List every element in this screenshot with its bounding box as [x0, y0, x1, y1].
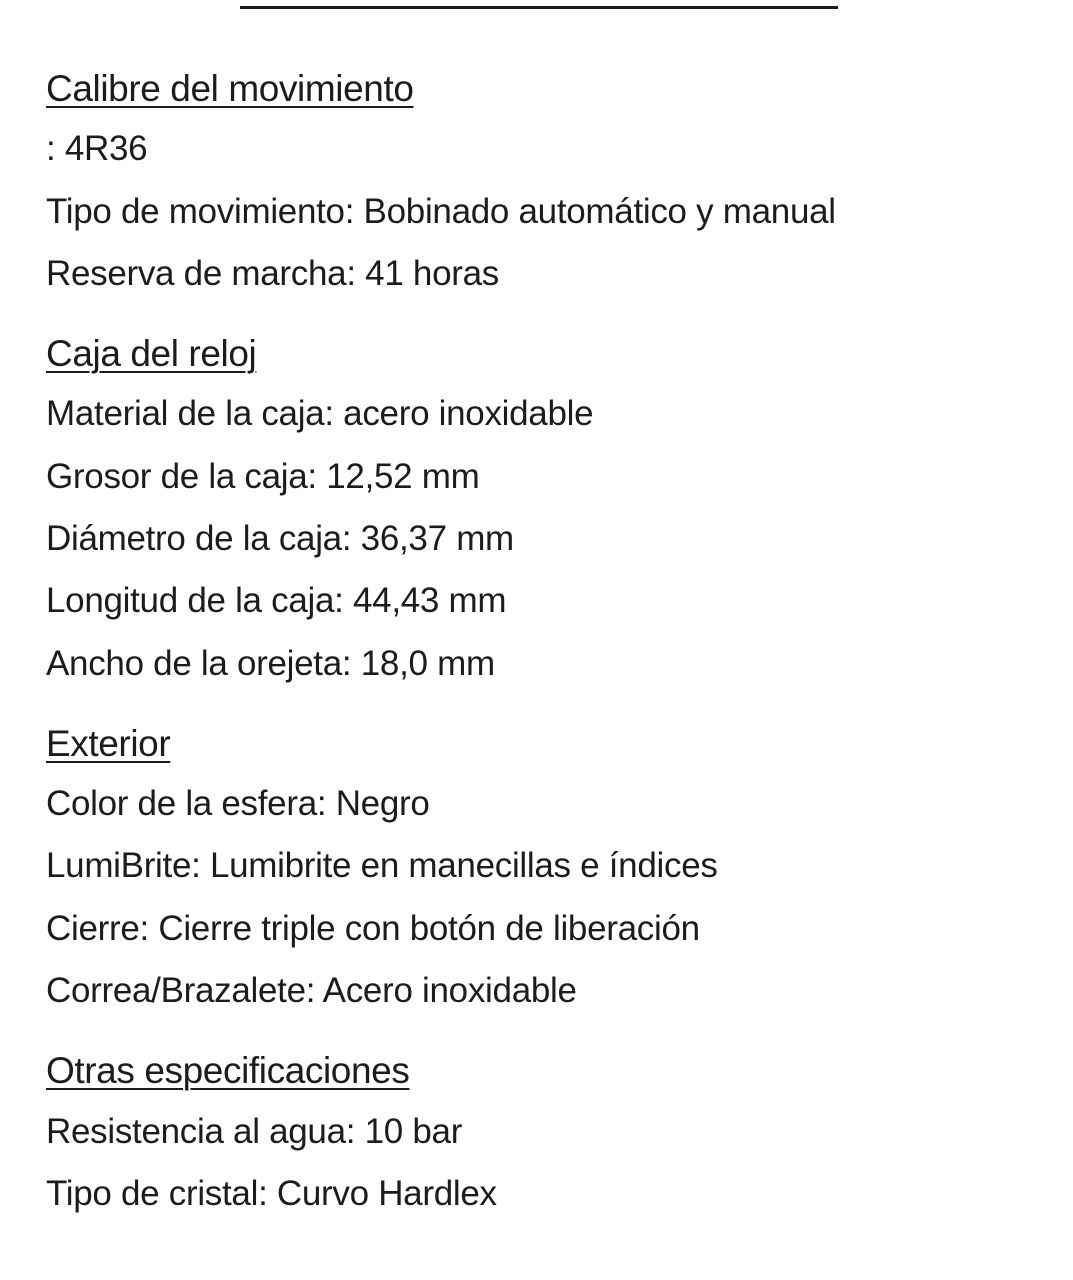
spec-line: Reserva de marcha: 41 horas [46, 253, 499, 293]
spec-line: Cierre: Cierre triple con botón de liberación [46, 908, 700, 948]
spec-group-exterior [46, 695, 1027, 1022]
spec-line: Ancho de la orejeta: 18,0 mm [46, 643, 495, 683]
spec-group-heading: Calibre del movimiento [46, 68, 414, 109]
page-bottom-spacer [46, 1225, 1027, 1243]
spec-group-case [46, 305, 1027, 695]
top-divider [240, 6, 838, 9]
spec-line: Correa/Brazalete: Acero inoxidable [46, 971, 577, 1011]
spec-line: Grosor de la caja: 12,52 mm [46, 456, 480, 496]
spec-group-heading: Exterior [46, 722, 171, 764]
spec-group-heading: Otras especificaciones [46, 1050, 410, 1092]
spec-line: Tipo de cristal: Curvo Hardlex [46, 1173, 497, 1213]
spec-line: Longitud de la caja: 44,43 mm [46, 581, 507, 621]
spec-group-heading: Caja del reloj [46, 333, 257, 375]
spec-line: Diámetro de la caja: 36,37 mm [46, 518, 514, 558]
spec-line: Material de la caja: acero inoxidable [46, 394, 594, 434]
spec-line: Color de la esfera: Negro [46, 784, 430, 824]
spec-line: Tipo de movimiento: Bobinado automático y manual [46, 191, 836, 231]
spec-group-other [46, 1022, 1027, 1225]
spec-line: LumiBrite: Lumibrite en manecillas e índices [46, 846, 718, 886]
spec-line: Resistencia al agua: 10 bar [46, 1111, 463, 1151]
spec-line: : 4R36 [46, 129, 148, 169]
spec-group-movement [46, 0, 1027, 305]
